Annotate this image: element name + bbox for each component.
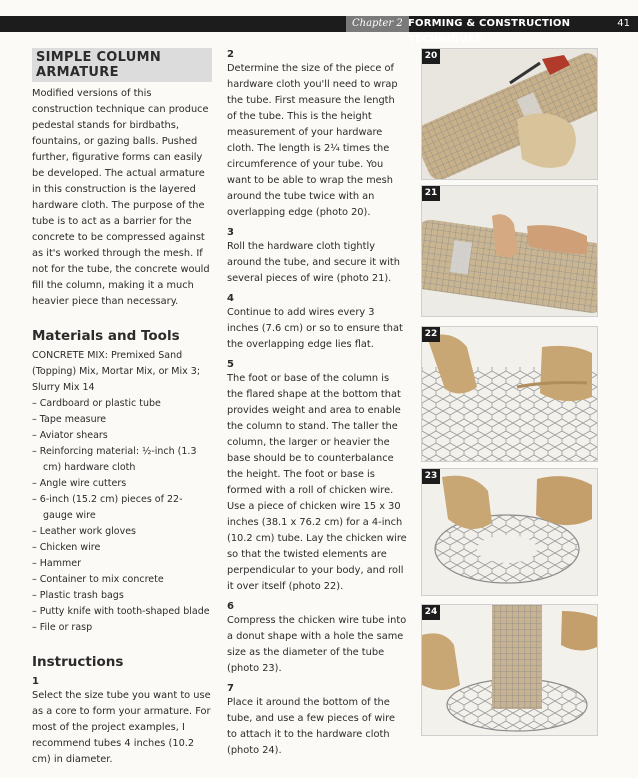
list-item: – Angle wire cutters — [32, 478, 127, 489]
list-item: – Cardboard or plastic tube — [32, 398, 161, 409]
list-item: – Leather work gloves — [32, 526, 136, 537]
secure-wire-photo-icon — [422, 186, 597, 316]
page-number: 41 — [617, 18, 630, 29]
list-item: – Aviator shears — [32, 430, 108, 441]
step-text: Roll the hardware cloth tightly around the tube, and secure it with several pieces of wire (photo 21). — [227, 241, 400, 284]
list-item: – Hammer — [32, 558, 81, 569]
tools-list — [32, 396, 212, 636]
list-item: – 6-inch (15.2 cm) pieces of 22-gauge wire — [32, 494, 183, 521]
materials-heading: Materials and Tools — [32, 328, 180, 344]
step-number: 3 — [227, 227, 234, 238]
section-heading: SIMPLE COLUMN ARMATURE — [32, 48, 212, 82]
list-item: – Chicken wire — [32, 542, 101, 553]
wrap-mesh-photo-icon — [422, 49, 597, 179]
step-text: Determine the size of the piece of hardware cloth you'll need to wrap the tube. First measure the length of the tube. This is the height measurement of your hardware cloth. The length is 2¼ times the circumference of your tube. You want to be able to wrap the mesh around the tube twice with an overlapping edge (photo 20). — [227, 63, 398, 218]
step-number: 4 — [227, 293, 234, 304]
step-text: Compress the chicken wire tube into a donut shape with a hole the same size as the diameter of the tube (photo 23). — [227, 615, 407, 674]
step-number: 6 — [227, 601, 234, 612]
chapter-label: Chapter 2 — [346, 16, 409, 32]
list-item: – Tape measure — [32, 414, 107, 425]
step-number: 5 — [227, 359, 234, 370]
photo-20 — [421, 48, 598, 180]
photo-number: 22 — [422, 327, 440, 342]
photo-23 — [421, 468, 598, 596]
photo-number: 24 — [422, 605, 440, 620]
photo-number: 23 — [422, 469, 440, 484]
step-text: Select the size tube you want to use as a core to form your armature. For most of the project examples, I recommend tubes 4 inches (10.2 cm) in diameter. — [32, 690, 211, 765]
step-text: The foot or base of the column is the flared shape at the bottom that provides weight and area to enable the column to stand. The taller the column, the larger or heavier the base should be to counterbalance the height. The foot or base is formed with a roll of chicken wire. Use a piece of chicken wire 15 x 30 inches (38.1 x 76.2 cm) for a 4-inch (10.2 cm) tube. Lay the chicken wire so that the twisted elements are perpendicular to your body, and roll it over itself (photo 22). — [227, 373, 407, 592]
chapter-title: FORMING & CONSTRUCTION TECHNIQUES — [408, 18, 571, 45]
roll-chicken-wire-photo-icon — [422, 327, 597, 461]
intro-paragraph: Modified versions of this construction technique can produce pedestal stands for birdbaths, fountains, or gazing balls. Pushed further, figurative forms can easily be developed. The actual armature in this construction is the layered hardware cloth. The purpose of the tube is to act as a barrier for the concrete to be compressed against as it's worked through the mesh. If not for the tube, the concrete would fill the column, making it a much heavier piece than necessary. — [32, 88, 210, 307]
photo-22 — [421, 326, 598, 462]
left-column — [32, 48, 212, 768]
photo-number: 21 — [422, 186, 440, 201]
step-number: 7 — [227, 683, 234, 694]
page-header — [0, 16, 638, 45]
attach-base-photo-icon — [422, 605, 597, 735]
step-text: Place it around the bottom of the tube, and use a few pieces of wire to attach it to the hardware cloth (photo 24). — [227, 697, 395, 756]
step-number: 1 — [32, 676, 39, 687]
step-number: 2 — [227, 49, 234, 60]
middle-column — [227, 48, 407, 759]
list-item: – Reinforcing material: ½-inch (1.3 cm) hardware cloth — [32, 446, 197, 473]
donut-shape-photo-icon — [422, 469, 597, 595]
concrete-mix-line: CONCRETE MIX: Premixed Sand (Topping) Mix, Mortar Mix, or Mix 3; Slurry Mix 14 — [32, 350, 201, 393]
photo-number: 20 — [422, 49, 440, 64]
instructions-heading: Instructions — [32, 654, 124, 670]
step-text: Continue to add wires every 3 inches (7.6 cm) or so to ensure that the overlapping edge lies flat. — [227, 307, 403, 350]
photo-21 — [421, 185, 598, 317]
list-item: – Plastic trash bags — [32, 590, 124, 601]
list-item: – Container to mix concrete — [32, 574, 164, 585]
photo-24 — [421, 604, 598, 736]
list-item: – File or rasp — [32, 622, 93, 633]
list-item: – Putty knife with tooth-shaped blade — [32, 606, 210, 617]
